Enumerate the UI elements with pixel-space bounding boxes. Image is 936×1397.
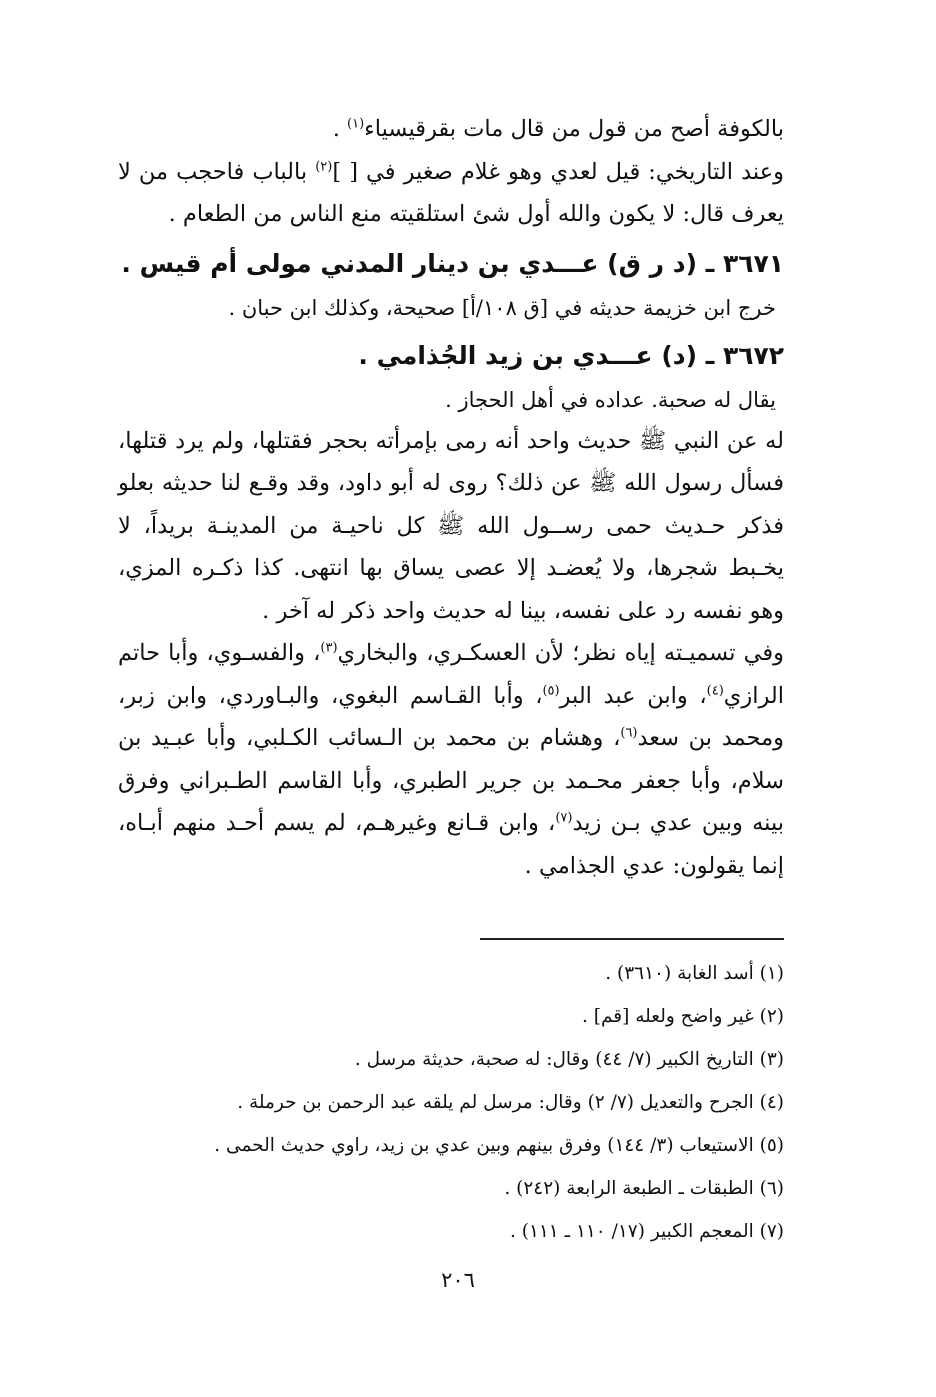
footnote-7: (٧) المعجم الكبير (١٧/ ١١٠ ـ ١١١) . (509, 1221, 784, 1242)
paragraph-text: ، وهشام بن محمد بن الـسائب الكـلبي، وأبا عبـيد بن سلام، وأبا جعفر محـمد بن جرير الطبري، وأبا القاسم الطـبراني وفرق بينه وبين عدي بـن زيد (118, 725, 785, 836)
paragraph-hadith: له عن النبي ﷺ حديث واحد أنه رمى بإمرأته بحجر فقتلها، ولم يرد قتلها، فسأل رسول الله ﷺ عن ذلك؟ روى له أبو داود، وقد وقـع لنا حديثه بعلو فذكر حـديث حمى رســول الله ﷺ كل ناحيـة من المدينـة بريداً، لا يخـبط شجرها، ولا يُعضـد إلا عصى يساق بها انتهى. كذا ذكـره المزي، وهو نفسه رد على نفسه، بينا له حديث واحد ذكر له آخر . (118, 427, 784, 624)
footnote-ref: (٥) (542, 683, 560, 698)
footnote-4: (٤) الجرح والتعديل (٧/ ٢) وقال: مرسل لم يلقه عبد الرحمن بن حرملة . (237, 1092, 784, 1113)
paragraph-continuation (118, 108, 784, 151)
footnote-ref: (٣) (320, 640, 338, 656)
footnote-ref: (٧) (555, 810, 573, 826)
entry-heading-3671: ٣٦٧١ ـ (د ر ق) عـــدي بن دينار المدني مولى أم قيس . (121, 248, 784, 278)
paragraph-text: ، وابن قـانع وغيرهـم، لم يسم أحـد منهم أبـاه، إنما يقولون: عدي الجذامي . (118, 810, 784, 879)
footnote-divider (480, 938, 784, 940)
footnote-ref: (١) (347, 116, 365, 132)
footnote-3: (٣) التاريخ الكبير (٧/ ٤٤) وقال: له صحبة، حديثة مرسل . (354, 1049, 784, 1070)
footnote-5: (٥) الاستيعاب (٣/ ١٤٤) وفرق بينهم وبين عدي بن زيد، راوي حديث الحمى . (214, 1135, 784, 1156)
page-number: ٢٠٦ (441, 1268, 475, 1292)
paragraph-text: . (332, 116, 348, 142)
paragraph-text: ، والفسـوي، وأبا حاتم الرازي (118, 640, 785, 709)
paragraph-text: وعند التاريخي: قيل لعدي وهو غلام صغير في [ ] (332, 158, 784, 185)
paragraph-text: وفي تسميـته إياه نظر؛ لأن العسكـري، والبخاري (337, 640, 784, 666)
main-text (118, 108, 784, 887)
paragraph-text: بالباب فاحجب من لا يعرف قال: لا يكون والله أول شئ استلقيته منع الناس من الطعام . (118, 158, 784, 227)
entry-text-3671: خرج ابن خزيمة حديثه في [ق ١٠٨/أ] صحيحة، وكذلك ابن حبان . (228, 295, 776, 320)
footnote-ref: (٢) (315, 159, 333, 174)
paragraph-text: ، وابن عبد البر (559, 682, 707, 709)
paragraph-text: بالكوفة أصح من قول من قال مات بقرقيسياء (364, 116, 784, 142)
paragraph-text: ، وأبا القـاسم البغوي، والبـاوردي، وابن زبر، ومحمد بن سعد (118, 682, 784, 751)
footnote-ref: (٤) (706, 683, 724, 698)
footnote-2: (٢) غير واضح ولعله [قم] . (582, 1006, 784, 1027)
entry-text-3672: يقال له صحبة. عداده في أهل الحجاز . (445, 387, 776, 412)
footnotes (118, 952, 784, 1253)
paragraph-naming (118, 632, 784, 887)
paragraph-tarikhi (118, 151, 784, 236)
footnote-1: (١) أسد الغابة (٣٦١٠) . (605, 963, 784, 984)
footnote-ref: (٦) (620, 725, 638, 741)
footnote-6: (٦) الطبقات ـ الطبعة الرابعة (٢٤٢) . (504, 1178, 784, 1199)
entry-heading-3672: ٣٦٧٢ ـ (د) عـــدي بن زيد الجُذامي . (358, 340, 784, 370)
